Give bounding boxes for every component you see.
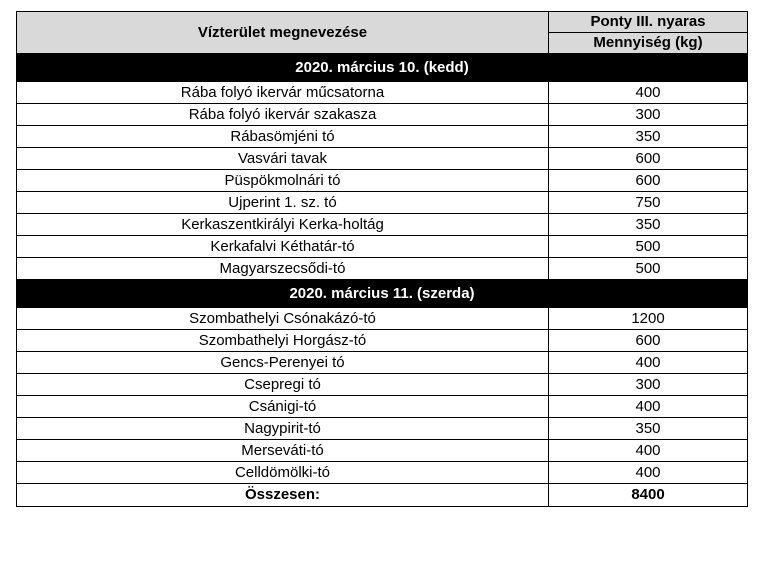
water-name-cell: Magyarszecsődi-tó [17, 258, 549, 280]
table-row [17, 170, 748, 192]
table-row [17, 308, 748, 330]
quantity-cell: 300 [549, 374, 748, 396]
section-date-label: 2020. március 10. (kedd) [17, 54, 748, 82]
total-row [17, 484, 748, 507]
section-date-row [17, 280, 748, 308]
water-name-cell: Vasvári tavak [17, 148, 549, 170]
section-date-label: 2020. március 11. (szerda) [17, 280, 748, 308]
table-row [17, 82, 748, 104]
water-name-cell: Szombathelyi Horgász-tó [17, 330, 549, 352]
quantity-cell: 400 [549, 352, 748, 374]
quantity-cell: 400 [549, 440, 748, 462]
table-row [17, 374, 748, 396]
table-row [17, 396, 748, 418]
table-row [17, 418, 748, 440]
quantity-cell: 750 [549, 192, 748, 214]
table-row [17, 462, 748, 484]
water-name-cell: Nagypirit-tó [17, 418, 549, 440]
total-value: 8400 [549, 484, 748, 507]
table-row [17, 440, 748, 462]
table-row [17, 104, 748, 126]
water-name-cell: Kerkaszentkirályi Kerka-holtág [17, 214, 549, 236]
quantity-cell: 400 [549, 462, 748, 484]
water-name-cell: Kerkafalvi Kéthatár-tó [17, 236, 549, 258]
column-header-species: Ponty III. nyaras [549, 12, 748, 33]
quantity-cell: 600 [549, 170, 748, 192]
total-label: Összesen: [17, 484, 549, 507]
header-row-top [17, 12, 748, 33]
water-name-cell: Gencs-Perenyei tó [17, 352, 549, 374]
water-name-cell: Ujperint 1. sz. tó [17, 192, 549, 214]
quantity-cell: 500 [549, 258, 748, 280]
table-row [17, 330, 748, 352]
table-row [17, 236, 748, 258]
column-header-water-name: Vízterület megnevezése [17, 12, 549, 54]
water-name-cell: Rába folyó ikervár műcsatorna [17, 82, 549, 104]
table-row [17, 352, 748, 374]
quantity-cell: 600 [549, 330, 748, 352]
quantity-cell: 1200 [549, 308, 748, 330]
quantity-cell: 350 [549, 214, 748, 236]
quantity-cell: 300 [549, 104, 748, 126]
quantity-cell: 350 [549, 418, 748, 440]
water-name-cell: Rába folyó ikervár szakasza [17, 104, 549, 126]
quantity-cell: 600 [549, 148, 748, 170]
water-name-cell: Szombathelyi Csónakázó-tó [17, 308, 549, 330]
water-name-cell: Rábasömjéni tó [17, 126, 549, 148]
section-date-row [17, 54, 748, 82]
quantity-cell: 500 [549, 236, 748, 258]
water-name-cell: Csepregi tó [17, 374, 549, 396]
table-row [17, 148, 748, 170]
water-name-cell: Celldömölki-tó [17, 462, 549, 484]
table-row [17, 192, 748, 214]
fish-stocking-table [16, 11, 748, 507]
quantity-cell: 350 [549, 126, 748, 148]
water-name-cell: Merseváti-tó [17, 440, 549, 462]
table-row [17, 258, 748, 280]
quantity-cell: 400 [549, 396, 748, 418]
table-row [17, 214, 748, 236]
water-name-cell: Püspökmolnári tó [17, 170, 549, 192]
water-name-cell: Csánigi-tó [17, 396, 549, 418]
quantity-cell: 400 [549, 82, 748, 104]
table-row [17, 126, 748, 148]
column-header-quantity: Mennyiség (kg) [549, 33, 748, 54]
